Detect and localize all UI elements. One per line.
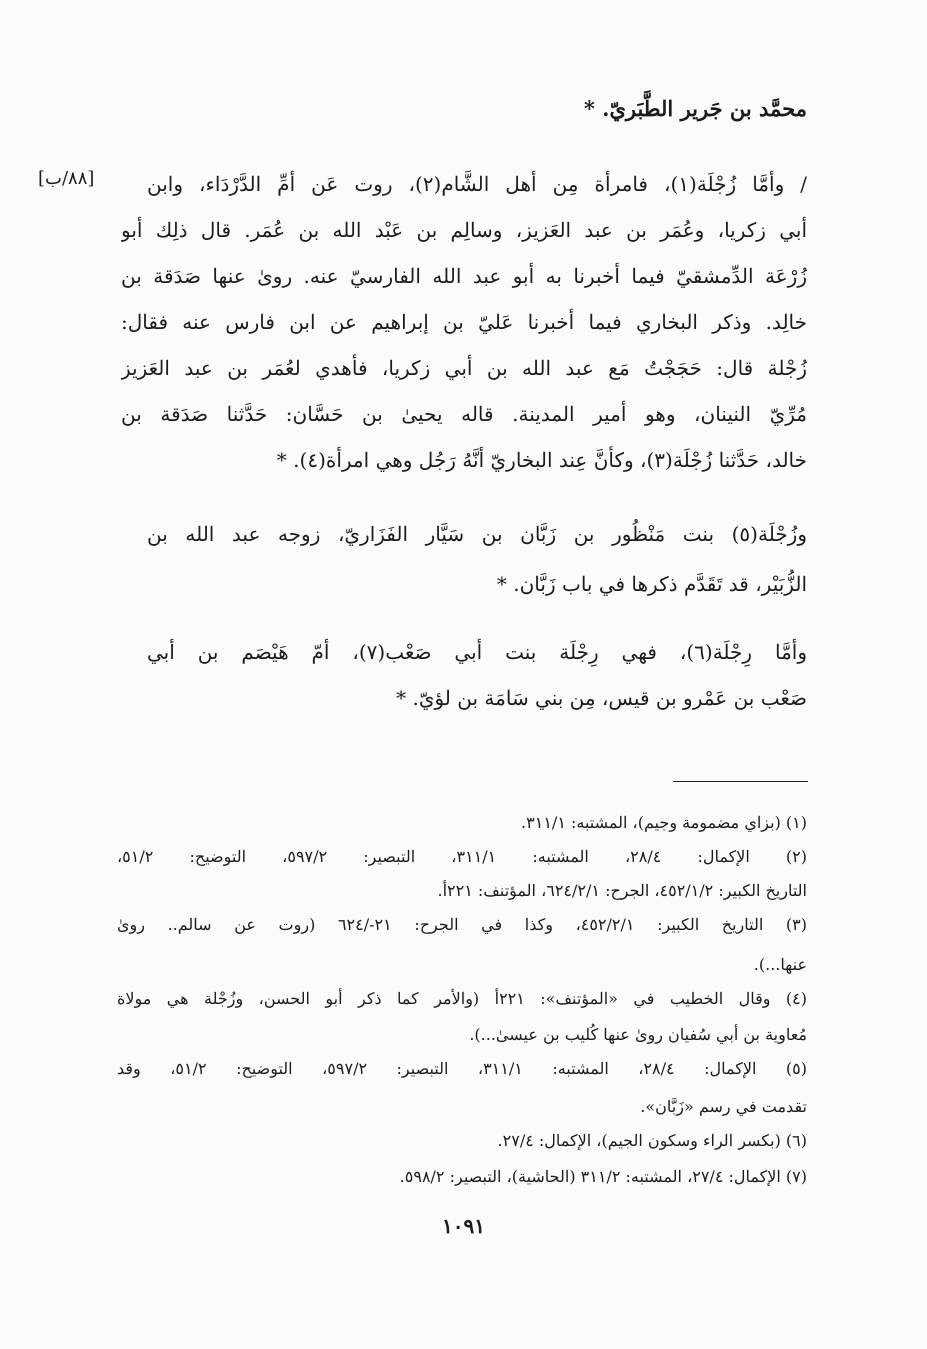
footnote-line: تقدمت في رسم «زَبَّان». (640, 1097, 807, 1116)
manuscript-folio-reference: [٨٨/ب] (38, 168, 95, 189)
footnote-line: (٦) (بكسر الراء وسكون الجيم)، الإكمال: ٢٧/٤. (497, 1131, 807, 1150)
body-line: زُجْلة قال: حَجَجْتُ مَع عبد الله بن أبي زكريا، فأهدي لعُمَر بن عبد العَزيز (121, 356, 807, 380)
footnote-line: (٣) التاريخ الكبير: ٤٥٢/٢/١، وكذا في الجرح: ٢١-/٦٢٤ (روت عن سالم.. روىٰ (117, 915, 807, 934)
footnote-line: (٤) وقال الخطيب في «المؤتنف»: ٢٢١أ (والأمر كما ذكر أبو الحسن، وزُجْلة هي مولاة (117, 989, 807, 1008)
body-line: زُرْعَة الدِّمشقيّ فيما أخبرنا به أبو عبد الله الفارسيّ عنه. روىٰ عنها صَدَقة بن (121, 264, 807, 288)
body-line: مُرِّيّ النينان، وهو أمير المدينة. قاله يحيىٰ بن حَسَّان: حَدَّثنا صَدَقة بن (121, 402, 807, 426)
body-line: خالد، حَدَّثنا زُجْلَة(٣)، وكأنَّ عِند البخاريّ أنَّهُ رَجُل وهي امرأة(٤). * (276, 448, 807, 472)
footnote-line: (٢) الإكمال: ٢٨/٤، المشتبه: ٣١١/١، التبصير: ٥٩٧/٢، التوضيح: ٥١/٢، (117, 847, 807, 866)
body-line: / وأمَّا زُجْلَة(١)، فامرأة مِن أهل الشَّام(٢)، روت عَن أمِّ الدَّرْدَاء، وابن (147, 172, 807, 196)
body-line: خالِد. وذكر البخاري فيما أخبرنا عَليّ بن إبراهيم عن ابن فارس عنه فقال: (121, 310, 807, 334)
footnote-separator (673, 781, 808, 782)
footnote-line: (١) (بزاي مضمومة وجيم)، المشتبه: ٣١١/١. (521, 813, 807, 832)
entry-ending-line: محمَّد بن جَرير الطَّبَريّ. * (583, 96, 807, 121)
footnote-line: مُعاوية بن أبي سُفيان روىٰ عنها كُليب بن عيسىٰ...). (469, 1025, 807, 1044)
body-line: وزُجْلَة(٥) بنت مَنْظُور بن زَبَّان بن سَيَّار الفَزَاريّ، زوجه عبد الله بن (147, 522, 807, 546)
footnote-line: (٥) الإكمال: ٢٨/٤، المشتبه: ٣١١/١، التبصير: ٥٩٧/٢، التوضيح: ٥١/٢، وقد (117, 1059, 807, 1078)
body-line: صَعْب بن عَمْرو بن قيس، مِن بني سَامَة بن لؤيّ. * (396, 686, 807, 710)
footnote-line: (٧) الإكمال: ٢٧/٤، المشتبه: ٣١١/٢ (الحاشية)، التبصير: ٥٩٨/٢. (399, 1167, 807, 1186)
footnote-line: التاريخ الكبير: ٤٥٢/١/٢، الجرح: ٦٢٤/٢/١، المؤتنف: ٢٢١أ. (437, 881, 807, 900)
body-line: وأمَّا رِجْلَة(٦)، فهي رِجْلَة بنت أبي صَعْب(٧)، أمّ هَيْصَم بن أبي (147, 640, 807, 664)
footnote-line: عنها...). (753, 955, 807, 974)
body-line: أبي زكريا، وعُمَر بن عبد العَزيز، وسالِم بن عَبْد الله بن عُمَر. قال ذلِك أبو (121, 218, 807, 242)
body-line: الزُّبَيْر، قد تَقَدَّم ذكرها في باب زَبَّان. * (496, 572, 807, 596)
page-number: ١٠٩١ (442, 1214, 485, 1238)
